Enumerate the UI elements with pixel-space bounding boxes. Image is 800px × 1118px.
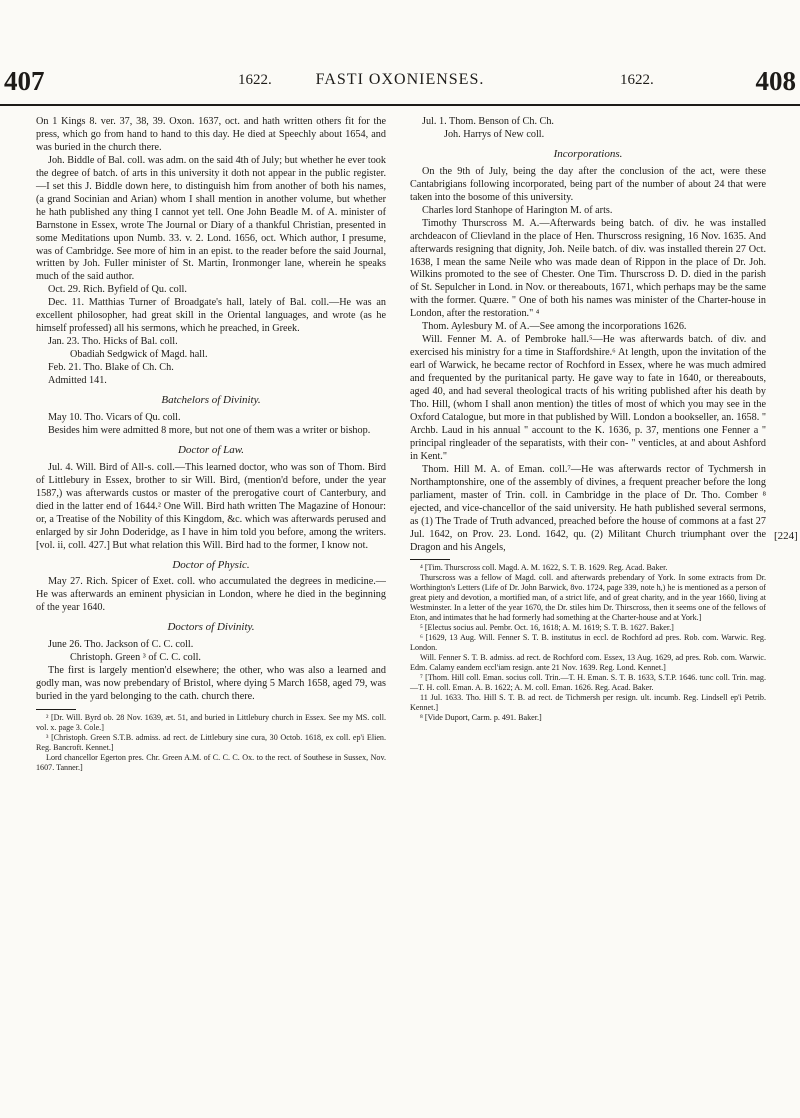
year-right: 1622. [620, 72, 654, 88]
year-left: 1622. [238, 72, 272, 88]
entry-green: Christoph. Green ³ of C. C. coll. [70, 652, 201, 664]
entry-jackson: June 26. Tho. Jackson of C. C. coll. [48, 639, 194, 651]
entry-hicks: Jan. 23. Tho. Hicks of Bal. coll. [48, 336, 178, 348]
page-title: FASTI OXONIENSES. [315, 71, 485, 88]
footnote: ⁸ [Vide Duport, Carm. p. 491. Baker.] [420, 713, 542, 723]
footnote-rule [36, 709, 76, 710]
footnote: Will. Fenner S. T. B. admiss. ad rect. de Rochford com. Essex, 13 Aug. 1629, ad pres. Rob. com. Warwic. Edm. Calamy eandem eccl'iam resign. ante 21 Nov. 1639. Reg. Lond. Kennet.] [410, 653, 766, 673]
footnote: Thurscross was a fellow of Magd. coll. and afterwards prebendary of York. In some extracts from Dr. Worthington's Letters (Life of Dr. John Barwick, 8vo. 1724, page 339, note h,) he is mentioned as a person of great piety and devotion, a mortified man, of a strict life, and of great charity, and in the year 1660, living at Westminster. In a letter of the year 1670, the Dr. stiles him Dr. Thirscross, then it seems one of the fellows of Eton, and intimates that he had formerly had something at the Charter-house and at York.] [410, 573, 766, 623]
footnote-rule [410, 559, 450, 560]
entry-bird: Jul. 4. Will. Bird of All-s. coll.—This learned doctor, who was son of Thom. Bird of Littlebury in Essex, brother to sir Will. Bird, (mention'd before, under the year 1587,) was afterwards custos or master of the prerogative court of Canterbury, and died in the latter end of 1644.² One Will. Bird hath written The Magazine of Honour: or, a Treatise of the Nobility of this Kingdom, &c. which was afterwards perused and enlarged by sir John Doderidge, as I have in him told you before, among the writers. [vol. ii, coll. 427.] But what relation this Will. Bird had to the former, I know not. [36, 461, 386, 551]
margin-page-reference: [224] [774, 530, 798, 542]
entry-fenner: Will. Fenner M. A. of Pembroke hall.⁵—He was afterwards batch. of div. and exercised his ministry for a time in Staffordshire.⁶ At length, upon the invitation of the earl of Warwick, he became rector of Rochford in Essex, where he was much admired and frequented by the puritanical party. He gave way to fate in 1640, or thereabouts, aged 40, and had several theological tracts of his writing published after his death by Tho. Hill, (whom I shall anon mention) the titles of most of which you may see in the Oxford Catalogue, but more in that published by Will. London a bookseller, an. 1658. " Archb. Laud in his annual " account to the K. 1636, p. 37, mentions one Fenner a " principal ringleader of the separatists, with their con- " venticles, at and about Ashford in Kent." [410, 334, 766, 462]
left-column [36, 116, 386, 773]
entry-stanhope: Charles lord Stanhope of Harington M. of arts. [422, 204, 613, 216]
section-heading-incorporations: Incorporations. [553, 147, 623, 160]
footnote: Lord chancellor Egerton pres. Chr. Green A.M. of C. C. C. Ox. to the rect. of Southese in Sussex, Nov. 1607. Tanner.] [36, 753, 386, 773]
section-heading-bd: Batchelors of Divinity. [161, 394, 261, 407]
paragraph: The first is largely mention'd elsewhere; the other, who was also a learned and godly man, was now prebendary of Bristol, where dying 5 March 1658, aged 79, was buried in the yard belonging to the cath. church there. [36, 665, 386, 703]
header-rule [0, 104, 800, 106]
section-heading-law: Doctor of Law. [177, 443, 245, 456]
footnotes-right [410, 563, 766, 723]
section-heading-physic: Doctor of Physic. [172, 558, 250, 571]
entry-blake: Feb. 21. Tho. Blake of Ch. Ch. [48, 362, 174, 374]
footnote: ³ [Christoph. Green S.T.B. admiss. ad rect. de Littlebury sine cura, 30 Octob. 1618, ex coll. ep'i Elien. Reg. Bancroft. Kennet.] [36, 733, 386, 753]
footnote: ⁵ [Electus socius aul. Pembr. Oct. 16, 1618; A. M. 1619; S. T. B. 1627. Baker.] [420, 623, 674, 633]
entry-vicars: May 10. Tho. Vicars of Qu. coll. [48, 411, 181, 423]
entry-spicer: May 27. Rich. Spicer of Exet. coll. who accumulated the degrees in medicine.—He was afterwards an eminent physician in London, where he died in the beginning of the year 1640. [36, 576, 386, 614]
admitted-count: Admitted 141. [48, 375, 107, 387]
page-number-right: 408 [755, 66, 796, 96]
entry-aylesbury: Thom. Aylesbury M. of A.—See among the incorporations 1626. [422, 321, 687, 333]
entry-turner: Dec. 11. Matthias Turner of Broadgate's hall, lately of Bal. coll.—He was an excellent philosopher, had great skill in the Oriental languages, and wrote (as he himself professed) all his sermons, which he preached, in Greek. [36, 297, 386, 335]
footnote: ⁷ [Thom. Hill coll. Eman. socius coll. Trin.—T. H. Eman. S. T. B. 1633, S.T.P. 1646. tunc coll. Trin. mag.—T. H. coll. Eman. A. B. 1622; A. M. coll. Eman. 1626. Reg. Acad. Baker. [410, 673, 766, 693]
right-column [410, 116, 766, 723]
footnote: ⁶ [1629, 13 Aug. Will. Fenner S. T. B. institutus in eccl. de Rochford ad pres. Rob. com. Warwic. Reg. London. [410, 633, 766, 653]
entry-sedgwick: Obadiah Sedgwick of Magd. hall. [70, 349, 208, 361]
footnote: 11 Jul. 1633. Tho. Hill S. T. B. ad rect. de Tichmersh per resign. ult. incumb. Reg. Lindsell ep'i Petrib. Kennet.] [410, 693, 766, 713]
paragraph: Besides him were admitted 8 more, but not one of them was a writer or bishop. [48, 424, 371, 436]
entry-hill: Thom. Hill M. A. of Eman. coll.⁷—He was afterwards rector of Tychmersh in Northamptonshire, one of the assembly of divines, a frequent preacher before the long parliament, master of Trin. coll. in Cambridge in the place of Dr. Tho. Comber ⁸ ejected, and vice-chancellor of the said university. He hath published several sermons, as (1) The Trade of Truth advanced, preached before the house of commons at a fast 27 Jul. 1642, on Prov. 23. Lond. 1642, qu. (2) Militant Church triumphant over the Dragon and his Angels, [410, 463, 766, 553]
entry-biddle: Joh. Biddle of Bal. coll. was adm. on the said 4th of July; but whether he ever took the degree of batch. of arts in this university it doth not appear in the public register.—I set this J. Biddle down here, to distinguish him from another of both his names, (a grand Socinian and Arian) whom I shall mention in another volume, but whether he hath published any thing I cannot yet tell. One John Beadle M. of A. minister of Barnstone in Essex, wrote The Journal or Diary of a thankful Christian, presented in some Meditations upon Numb. 33. v. 2. Lond. 1656, oct. Which author, I presume, was of Cambridge. See more of him in an epist. to the reader before the said Journal, written by Joh. Fuller minister of St. Martin, Ironmonger lane, wherein he speaks much of the said author. [36, 154, 386, 283]
entry-harrys: Joh. Harrys of New coll. [444, 128, 545, 140]
running-header [0, 62, 800, 102]
footnote: ⁴ [Tim. Thurscross coll. Magd. A. M. 1622, S. T. B. 1629. Reg. Acad. Baker. [420, 563, 668, 573]
section-heading-dd: Doctors of Divinity. [167, 621, 255, 634]
footnote: ² [Dr. Will. Byrd ob. 28 Nov. 1639, æt. 51, and buried in Littlebury church in Essex. See my MS. coll. vol. x. page 3. Cole.] [36, 713, 386, 733]
entry-byfield: Oct. 29. Rich. Byfield of Qu. coll. [48, 284, 187, 296]
paragraph: On the 9th of July, being the day after the conclusion of the act, were these Cantabrigians following incorporated, being part of the number of about 24 that were taken into the bosome of this university. [410, 165, 766, 203]
page-number-left: 407 [4, 66, 45, 96]
entry-thurscross: Timothy Thurscross M. A.—Afterwards being batch. of div. he was installed archdeacon of Clievland in the place of Hen. Thurscross resigning, 16 Nov. 1635. And afterwards resigning that dignity, Joh. Neile batch. of div. was installed therein 27 Oct. 1638, I mean the same Neile who was made dean of Rippon in the place of Dr. Joh. Wilkins promoted to the see of Chester. One Tim. Thurscross D. D. died in the parish of St. Sepulcher in Lond. in Nov. or thereabouts, 1671, which perhaps may be the same with the former. Quære. " One of both his names was minister of the Charter-house in London, after the restoration." ⁴ [410, 217, 766, 320]
paragraph: On 1 Kings 8. ver. 37, 38, 39. Oxon. 1637, oct. and hath written others fit for the press, which go from hand to hand to this day. He died at Speechly about 1654, and was buried in the church there. [36, 116, 386, 153]
footnotes-left [36, 713, 386, 773]
entry-benson: Jul. 1. Thom. Benson of Ch. Ch. [422, 116, 554, 127]
